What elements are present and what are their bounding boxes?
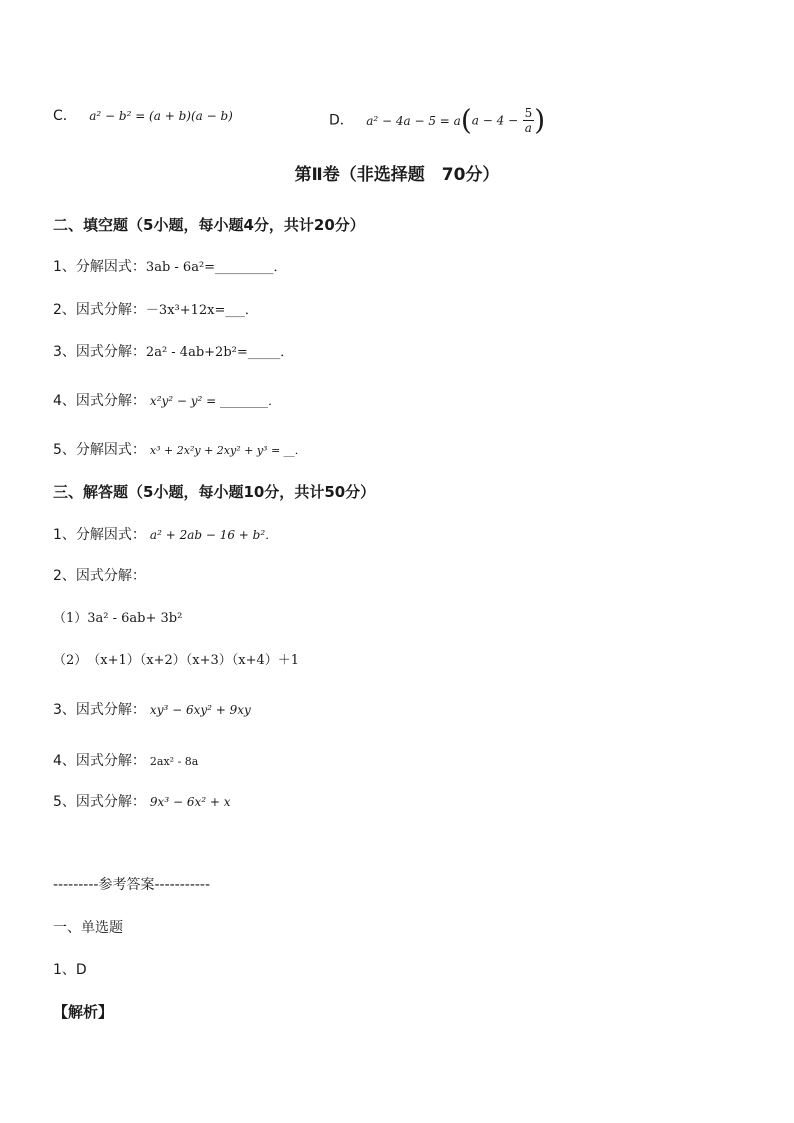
choice-c-label: C． — [53, 108, 77, 124]
choice-c — [53, 106, 233, 126]
question-expression: 3ab - 6a²=_________． — [145, 260, 287, 275]
choice-d-label: D． — [329, 112, 354, 129]
question-expression: 2a² - 4ab+2b²=_____． — [145, 345, 294, 360]
question-expression: －3x³+12x=___． — [145, 303, 258, 318]
solve-question-4 — [53, 751, 198, 772]
question-label: 3、因式分解： — [53, 702, 146, 718]
fraction — [523, 106, 535, 135]
answer-section-heading: 一、单选题 — [53, 920, 123, 936]
close-paren: ) — [534, 103, 546, 137]
fill-question-5 — [53, 440, 306, 461]
solve-question-2-part-1 — [53, 608, 182, 629]
choice-d-expression-prefix: a² − 4a − 5 = a — [366, 113, 461, 128]
question-expression: 9x³ − 6x² + x — [149, 795, 231, 809]
choice-d-expression-inner: a − 4 − — [471, 113, 519, 128]
choice-c-expression: a² − b² = (a + b)(a − b) — [89, 109, 233, 123]
question-expression: a² + 2ab − 16 + b²． — [149, 528, 278, 542]
fill-question-3 — [53, 342, 293, 363]
fraction-denominator: a — [524, 121, 532, 135]
question-expression: （1）3a² - 6ab+ 3b² — [53, 611, 183, 626]
question-label: 3、因式分解： — [53, 344, 146, 360]
fill-blank-heading: 二、填空题（5小题，每小题4分，共计20分） — [53, 216, 365, 234]
question-label: 4、因式分解： — [53, 753, 146, 769]
solve-question-3 — [53, 700, 251, 720]
solve-question-2-part-2 — [53, 650, 299, 671]
choice-d — [329, 103, 546, 137]
solve-heading: 三、解答题（5小题，每小题10分，共计50分） — [53, 483, 376, 501]
solve-question-1 — [53, 525, 277, 545]
question-label: 2、因式分解： — [53, 302, 146, 318]
fill-question-1 — [53, 257, 287, 278]
question-expression: （2） （x+1）（x+2）（x+3）（x+4）＋1 — [53, 653, 300, 668]
question-expression: x²y² − y² = ________． — [149, 394, 281, 408]
question-label: 5、分解因式： — [53, 442, 146, 458]
analysis-heading: 【解析】 — [53, 1003, 114, 1021]
question-label: 1、分解因式： — [53, 259, 146, 275]
question-label: 5、因式分解： — [53, 794, 146, 810]
question-label: 1、分解因式： — [53, 527, 146, 543]
fill-question-2 — [53, 300, 258, 321]
open-paren: ( — [460, 103, 472, 137]
fill-question-4 — [53, 391, 280, 411]
question-expression: x³ + 2x²y + 2xy² + y³ = __． — [149, 444, 306, 457]
question-expression: 2ax² - 8a — [149, 755, 199, 768]
fraction-numerator: 5 — [524, 106, 533, 120]
question-expression: xy³ − 6xy² + 9xy — [149, 703, 251, 717]
question-label: 2、因式分解： — [53, 568, 146, 584]
solve-question-2 — [53, 566, 146, 586]
question-label: 4、因式分解： — [53, 393, 146, 409]
answer-divider: ---------参考答案----------- — [53, 877, 211, 893]
answer-1: 1、D — [53, 962, 87, 978]
section-title: 第Ⅱ卷（非选择题 70分） — [294, 165, 500, 185]
solve-question-5 — [53, 792, 230, 812]
